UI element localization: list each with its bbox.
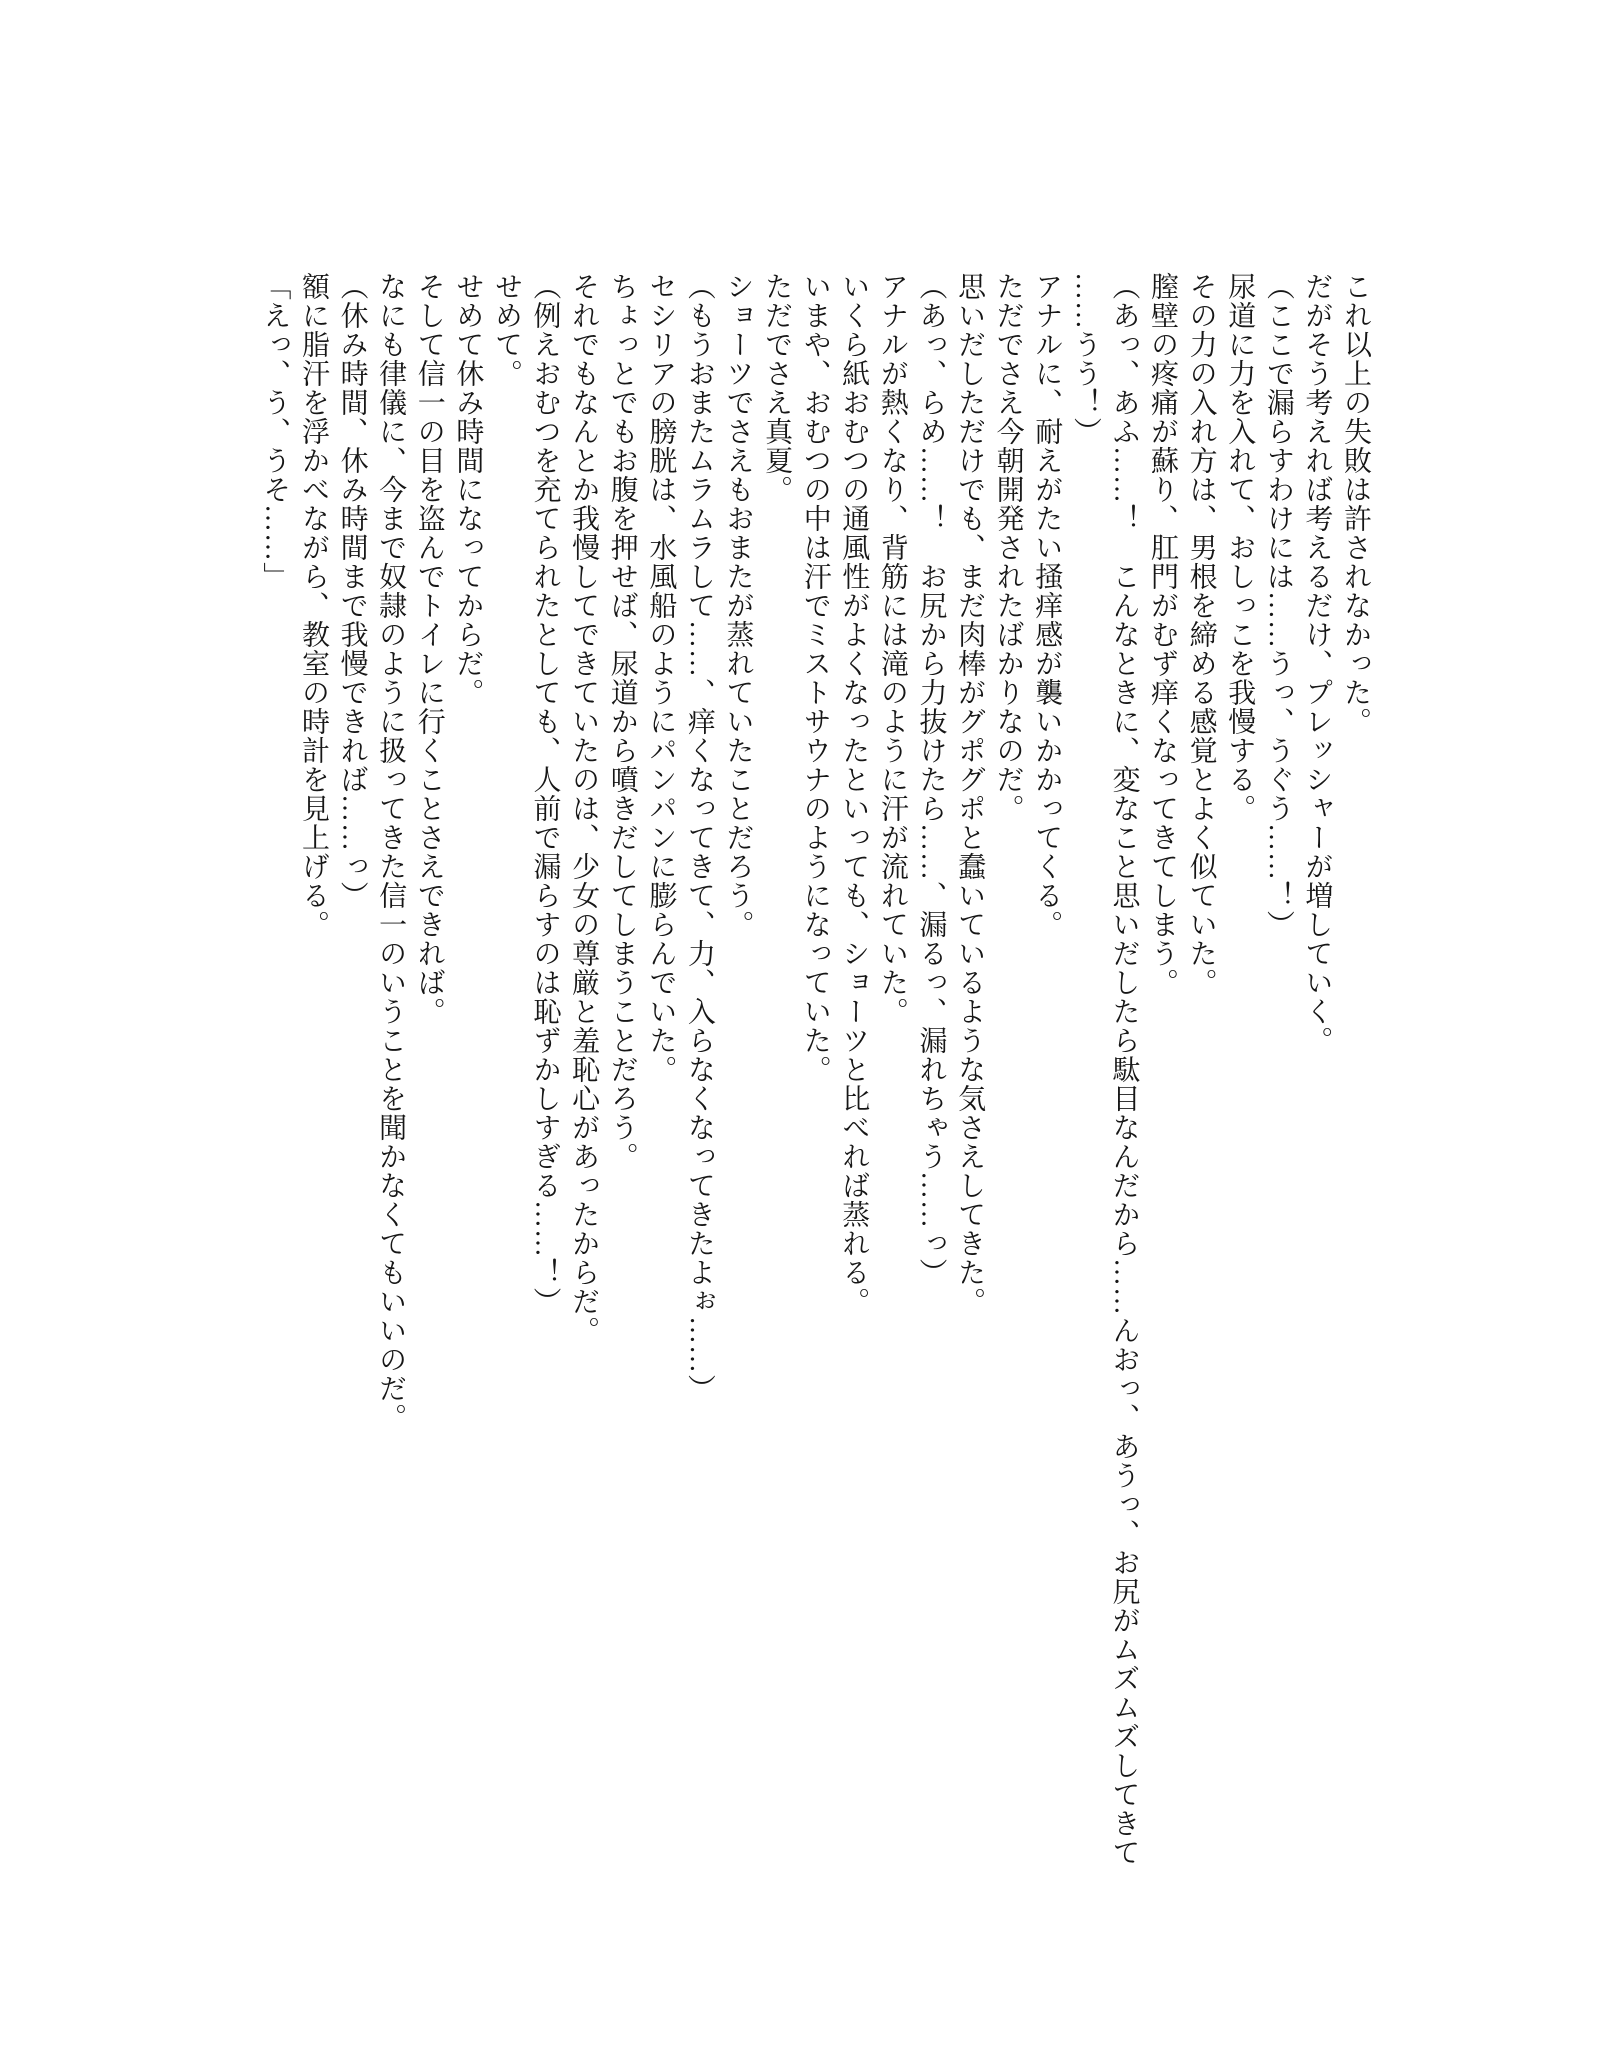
text-column: ショーツでさえもおまたが蒸れていたことだろう。 xyxy=(722,272,754,939)
text-column: 額に脂汗を浮かべながら、教室の時計を見上げる。 xyxy=(297,272,329,939)
text-column: だがそう考えれば考えるだけ、プレッシャーが増していく。 xyxy=(1301,272,1333,1055)
text-column: そして信一の目を盗んでトイレに行くことさえできれば。 xyxy=(413,272,445,1026)
text-column: （あっ、あふ……！ こんなときに、変なこと思いだしたら駄目なんだから……んおっ、あうっ、お尻がムズムズしてきて xyxy=(1108,272,1140,1867)
text-column: アナルに、耐えがたい掻痒感が襲いかかってくる。 xyxy=(1031,272,1063,939)
text-column: いくら紙おむつの通風性がよくなったといっても、ショーツと比べれば蒸れる。 xyxy=(838,272,870,1316)
text-column: 膣壁の疼痛が蘇り、肛門がむず痒くなってきてしまう。 xyxy=(1147,272,1179,997)
text-column: ただでさえ今朝開発されたばかりなのだ。 xyxy=(992,272,1024,823)
text-column: ただでさえ真夏。 xyxy=(761,272,793,504)
text-column: 「えっ、う、うそ……」 xyxy=(259,272,291,591)
text-column: （ここで漏らすわけには……うっ、うぐう……！） xyxy=(1262,272,1294,939)
text-column: （あっ、らめ……！ お尻から力抜けたら……、漏るっ、漏れちゃう……っ） xyxy=(915,272,947,1287)
text-column: アナルが熱くなり、背筋には滝のように汗が流れていた。 xyxy=(876,272,908,1026)
text-column: （もうおまたムラムラして……、痒くなってきて、力、入らなくなってきたよぉ……） xyxy=(683,272,715,1403)
vertical-text-block xyxy=(255,272,1374,1867)
text-column: これ以上の失敗は許されなかった。 xyxy=(1340,272,1371,736)
text-column: 思いだしただけでも、まだ肉棒がグポグポと蠢いているような気さえしてきた。 xyxy=(954,272,986,1316)
text-column: なにも律儀に、今まで奴隷のように扱ってきた信一のいうことを聞かなくてもいいのだ。 xyxy=(375,272,407,1432)
text-column: ちょっとでもお腹を押せば、尿道から噴きだしてしまうことだろう。 xyxy=(606,272,638,1171)
text-column: それでもなんとか我慢してできていたのは、少女の尊厳と羞恥心があったからだ。 xyxy=(568,272,600,1345)
text-column-wrap-continuation: ……うう！） xyxy=(1069,272,1101,446)
text-column: せめて休み時間になってからだ。 xyxy=(452,272,484,707)
text-column: 尿道に力を入れて、おしっこを我慢する。 xyxy=(1224,272,1256,823)
text-column: いまや、おむつの中は汗でミストサウナのようになっていた。 xyxy=(799,272,831,1084)
text-column: せめて。 xyxy=(490,272,522,388)
text-column: （休み時間、休み時間まで我慢できれば……っ） xyxy=(336,272,368,910)
text-column: その力の入れ方は、男根を締める感覚とよく似ていた。 xyxy=(1185,272,1217,997)
text-column: セシリアの膀胱は、水風船のようにパンパンに膨らんでいた。 xyxy=(645,272,677,1084)
text-column: （例えおむつを充てられたとしても、人前で漏らすのは恥ずかしすぎる……！） xyxy=(529,272,561,1316)
